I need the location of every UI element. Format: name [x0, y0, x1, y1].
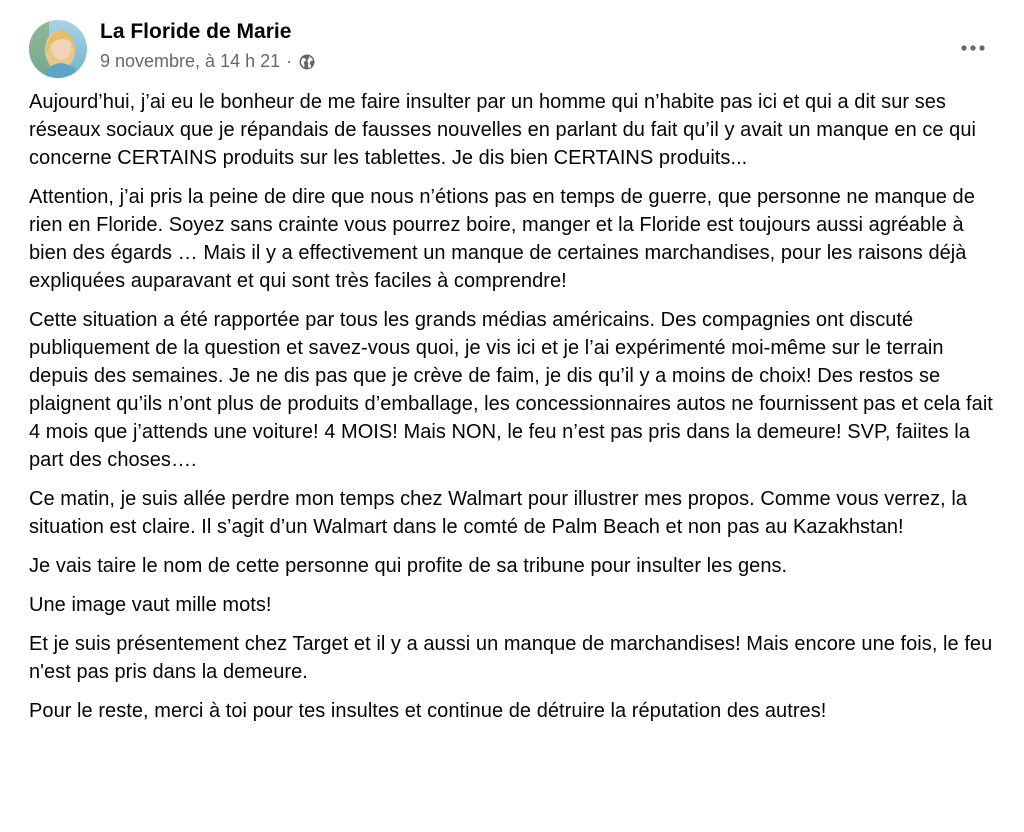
post-paragraph: Pour le reste, merci à toi pour tes insultes et continue de détruire la réputation des autres!: [29, 700, 827, 722]
post-meta: [100, 51, 316, 72]
author-name[interactable]: La Floride de Marie: [100, 20, 292, 43]
post-header: [0, 0, 1024, 90]
more-dots-icon: [960, 44, 986, 52]
meta-separator: ·: [286, 51, 293, 71]
avatar[interactable]: [29, 20, 87, 78]
post-paragraph: Aujourd’hui, j’ai eu le bonheur de me faire insulter par un homme qui n’habite pas ici et qui a dit sur ses réseaux sociaux que je répandais de fausses nouvelles en parlant du fait qu’il y avait un manque en ce qui concerne CERTAINS produits sur les tablettes. Je dis bien CERTAINS produits...: [29, 91, 977, 169]
post-paragraph: Attention, j’ai pris la peine de dire que nous n’étions pas en temps de guerre, que personne ne manque de rien en Floride. Soyez sans crainte vous pourrez boire, manger et la Floride est toujours aussi agréable à bien des égards … Mais il y a effectivement un manque de certaines marchandises, pour les raisons déjà expliquées auparavant et qui sont très faciles à comprendre!: [29, 186, 975, 292]
post-paragraph: Une image vaut mille mots!: [29, 594, 272, 616]
post-text: [29, 88, 1004, 736]
post-paragraph: Cette situation a été rapportée par tous les grands médias américains. Des compagnies ont discuté publiquement de la question et savez-vous quoi, je vis ici et je l’ai expérimenté moi-même sur le terrain depuis des semaines. Je ne dis pas que je crève de faim, je dis qu’il y a moins de choix! Des restos se plaignent qu’ils n’ont plus de produits d’emballage, les concessionnaires autos ne fournissent pas et cela fait 4 mois que j’attends une voiture! 4 MOIS! Mais NON, le feu n’est pas pris dans la demeure! SVP, faiites la part des choses….: [29, 309, 993, 471]
post-paragraph: Et je suis présentement chez Target et il y a aussi un manque de marchandises! Mais encore une fois, le feu n'est pas pris dans la demeure.: [29, 633, 993, 683]
more-options-button[interactable]: [950, 28, 996, 68]
globe-icon[interactable]: [298, 53, 316, 71]
post-paragraph: Je vais taire le nom de cette personne qui profite de sa tribune pour insulter les gens.: [29, 555, 788, 577]
post-paragraph: Ce matin, je suis allée perdre mon temps chez Walmart pour illustrer mes propos. Comme vous verrez, la situation est claire. Il s’agit d’un Walmart dans le comté de Palm Beach et non pas au Kazakhstan!: [29, 488, 968, 538]
avatar-photo: [29, 20, 87, 78]
post-timestamp[interactable]: 9 novembre, à 14 h 21: [100, 51, 281, 71]
